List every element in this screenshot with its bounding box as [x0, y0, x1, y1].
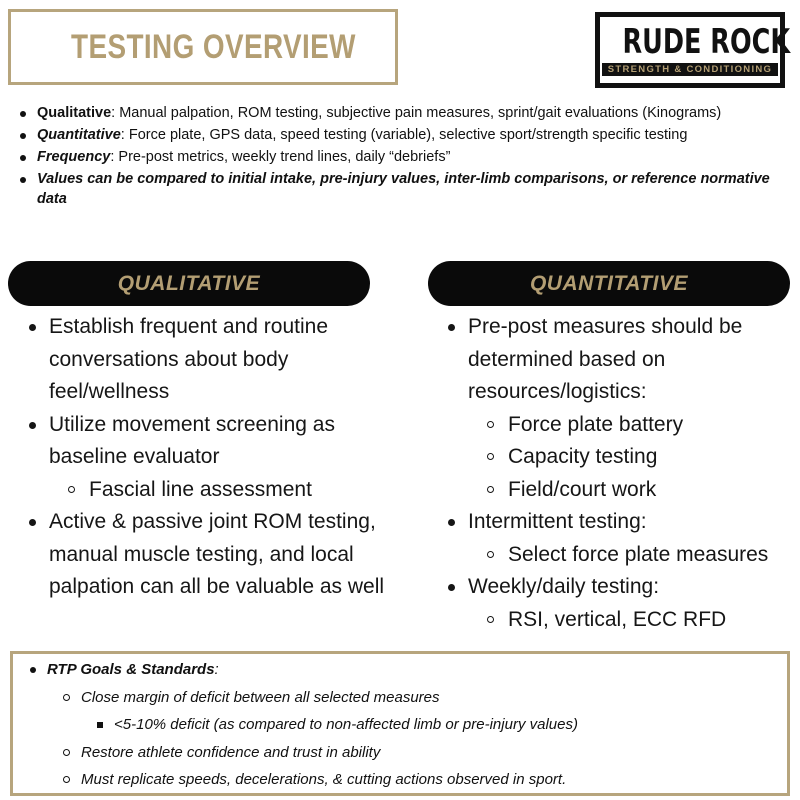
- rtp-subitem: <5-10% deficit (as compared to non-affected limb or pre-injury values): [30, 711, 578, 739]
- page-title: TESTING OVERVIEW: [71, 27, 356, 66]
- brand-logo: [595, 12, 791, 88]
- list-item: Active & passive joint ROM testing, manual muscle testing, and local palpation can all be valuable as well: [27, 506, 387, 604]
- quantitative-list: [446, 311, 791, 636]
- intro-label: Frequency: [37, 149, 111, 165]
- logo-name: RUDE ROCK: [622, 22, 791, 62]
- rtp-item: Close margin of deficit between all selected measures: [30, 684, 578, 712]
- list-item: Weekly/daily testing:: [446, 571, 791, 604]
- list-item: Establish frequent and routine conversations about body feel/wellness: [27, 311, 387, 409]
- intro-label: Quantitative: [37, 127, 121, 143]
- list-subitem: Capacity testing: [446, 441, 791, 474]
- rtp-list: [30, 656, 578, 794]
- intro-item-quantitative: [18, 125, 788, 145]
- intro-text: : Manual palpation, ROM testing, subjective pain measures, sprint/gait evaluations (Kinograms): [111, 105, 722, 121]
- intro-list: [18, 103, 788, 211]
- intro-text: : Pre-post metrics, weekly trend lines, daily “debriefs”: [110, 149, 451, 165]
- intro-label: Qualitative: [37, 105, 112, 121]
- rtp-heading: RTP Goals & Standards: [47, 661, 215, 678]
- logo-tagline: STRENGTH & CONDITIONING: [602, 63, 778, 76]
- intro-text: Values can be compared to initial intake, pre-injury values, inter-limb comparisons, or reference normative data: [37, 171, 770, 207]
- intro-item-qualitative: [18, 103, 788, 123]
- qualitative-list: [27, 311, 387, 604]
- list-item: Intermittent testing:: [446, 506, 791, 539]
- intro-item-comparison: [18, 169, 788, 209]
- rtp-heading-colon: :: [214, 661, 219, 678]
- qualitative-heading: QUALITATIVE: [8, 261, 370, 306]
- list-item: Pre-post measures should be determined based on resources/logistics:: [446, 311, 791, 409]
- quantitative-heading: QUANTITATIVE: [428, 261, 790, 306]
- rtp-item: Must replicate speeds, decelerations, & cutting actions observed in sport.: [30, 766, 578, 794]
- list-subitem: RSI, vertical, ECC RFD: [446, 604, 791, 637]
- rtp-item: Restore athlete confidence and trust in ability: [30, 739, 578, 767]
- list-subitem: Fascial line assessment: [27, 474, 387, 507]
- title-box: [8, 9, 398, 85]
- list-subitem: Force plate battery: [446, 409, 791, 442]
- intro-item-frequency: [18, 147, 788, 167]
- intro-text: : Force plate, GPS data, speed testing (variable), selective sport/strength specific testing: [120, 127, 688, 143]
- list-item: Utilize movement screening as baseline evaluator: [27, 409, 387, 474]
- list-subitem: Select force plate measures: [446, 539, 791, 572]
- rtp-heading-item: [30, 656, 578, 684]
- list-subitem: Field/court work: [446, 474, 791, 507]
